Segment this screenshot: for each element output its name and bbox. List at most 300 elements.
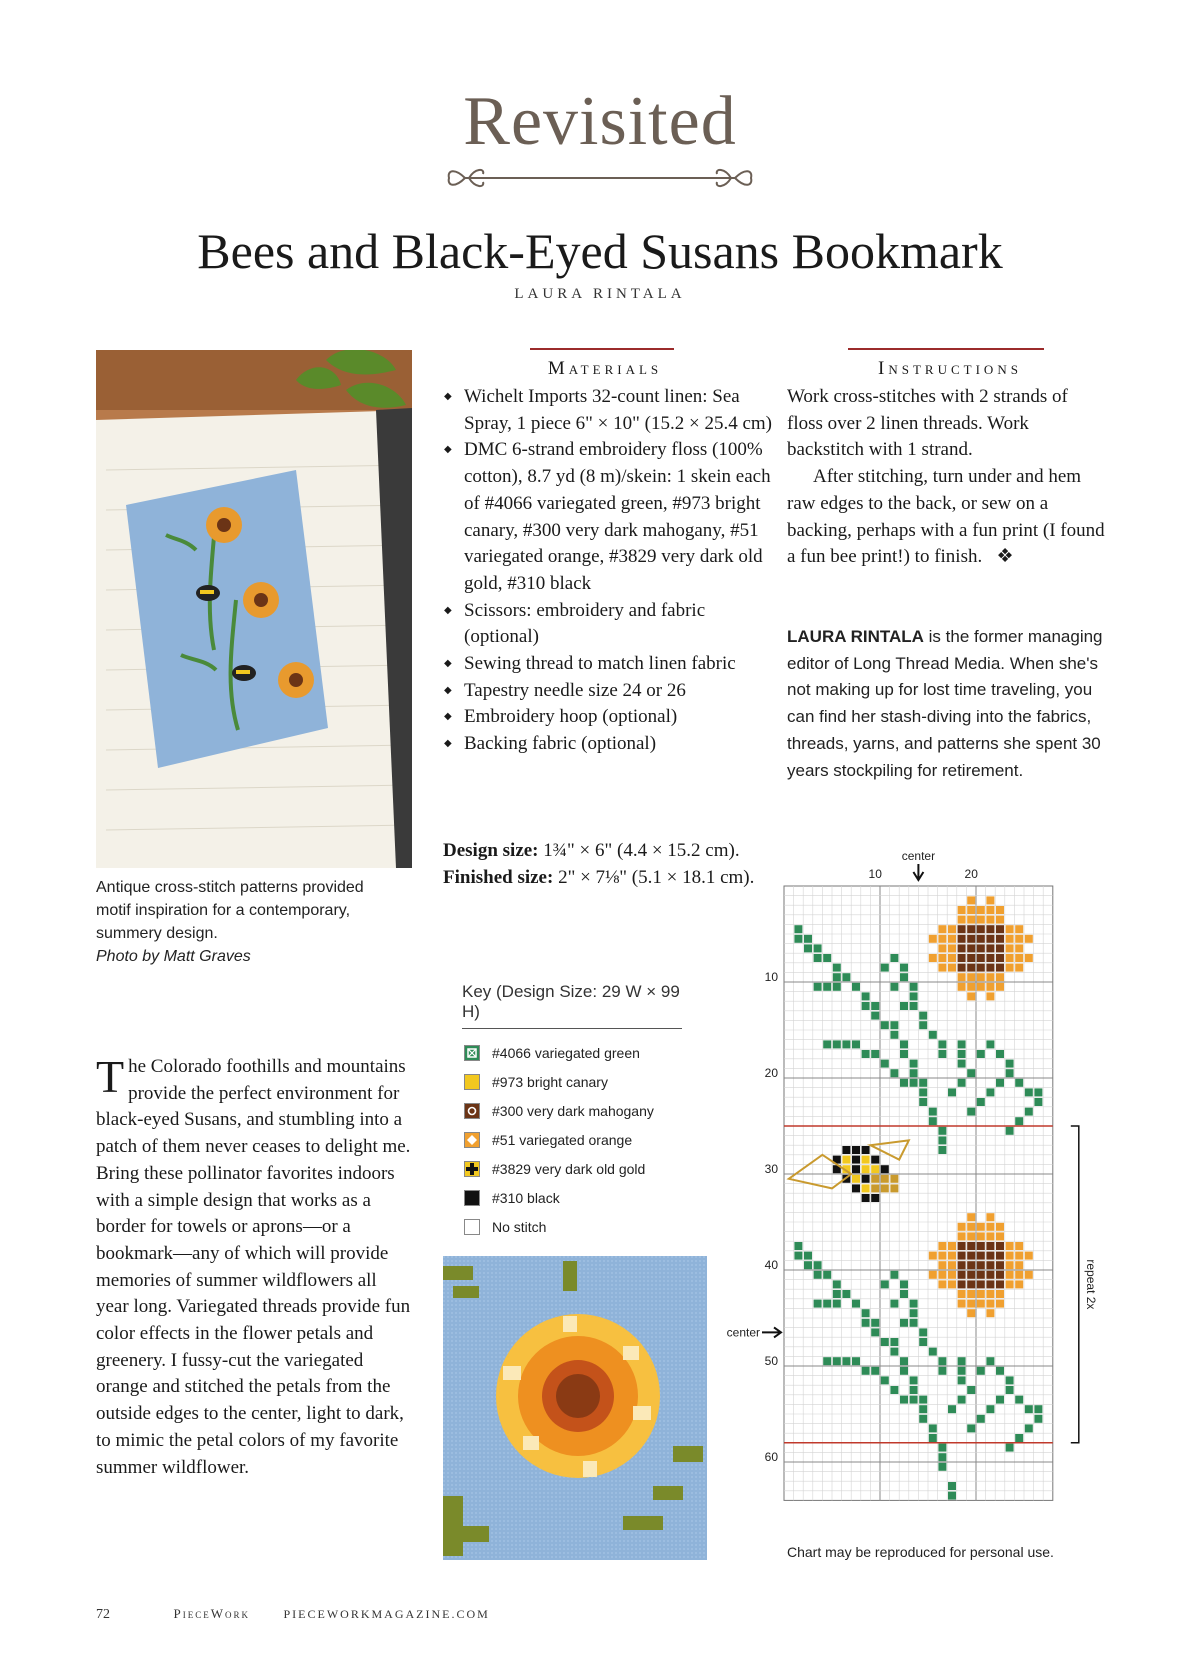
flower-center-stitch <box>967 1280 975 1288</box>
key-swatch-icon <box>464 1045 480 1061</box>
petal-stitch <box>948 964 956 972</box>
key-item <box>462 1126 682 1155</box>
petal-stitch <box>986 1223 994 1231</box>
petal-stitch <box>977 1300 985 1308</box>
stem-stitch <box>929 1031 937 1039</box>
stem-stitch <box>910 1386 918 1394</box>
bee-stitch <box>852 1156 860 1164</box>
flower-center-stitch <box>967 964 975 972</box>
petal-stitch <box>967 992 975 1000</box>
petal-stitch <box>967 1290 975 1298</box>
stem-stitch <box>900 1319 908 1327</box>
stem-stitch <box>862 1002 870 1010</box>
stem-stitch <box>862 992 870 1000</box>
petal-stitch <box>967 983 975 991</box>
stem-stitch <box>1034 1088 1042 1096</box>
design-size-value: 1¾" × 6" (4.4 × 15.2 cm). <box>543 840 740 861</box>
stem-stitch <box>833 973 841 981</box>
flower-center-stitch <box>977 954 985 962</box>
bee-stitch <box>862 1194 870 1202</box>
petal-stitch <box>948 1261 956 1269</box>
flower-center-stitch <box>977 1271 985 1279</box>
bee-stitch <box>862 1156 870 1164</box>
petal-stitch <box>948 1271 956 1279</box>
petal-stitch <box>977 973 985 981</box>
flower-center-stitch <box>996 1261 1004 1269</box>
stem-stitch <box>967 1069 975 1077</box>
petal-stitch <box>1015 1242 1023 1250</box>
stem-stitch <box>1006 1060 1014 1068</box>
petal-stitch <box>1006 944 1014 952</box>
stem-stitch <box>919 1415 927 1423</box>
petal-stitch <box>986 973 994 981</box>
key-label: #310 black <box>492 1190 560 1206</box>
bee-stitch <box>842 1156 850 1164</box>
key-title: Key (Design Size: 29 W × 99 H) <box>462 982 682 1029</box>
petal-stitch <box>948 1242 956 1250</box>
stem-stitch <box>823 1300 831 1308</box>
stem-stitch <box>1006 1444 1014 1452</box>
instructions-p2: After stitching, turn under and hem raw edges to the back, or sew on a backing, perhaps with a fun print (I found a fun bee print!) to finish. <box>787 466 1105 568</box>
petal-stitch <box>1015 1252 1023 1260</box>
flower-center-stitch <box>977 1261 985 1269</box>
stem-stitch <box>910 1309 918 1317</box>
stem-stitch <box>977 1367 985 1375</box>
stem-stitch <box>833 1300 841 1308</box>
materials-item: ◆ Embroidery hoop (optional) <box>443 704 773 731</box>
side-center-label: center <box>726 1325 760 1340</box>
page-number: 72 <box>96 1607 110 1622</box>
chart-key <box>462 982 682 1242</box>
intro-text: he Colorado foothills and mountains provide the perfect environment for black-eyed Susans, and stumbling into a patch of them never ceases to delight me. Bring these pollinator favorites indoors with a simple design that works as a border for towels or aprons—or a bookmark—any of which will provide memories of summer wildflowers all year long. Variegated threads provide fun color effects in the flower petals and greenery. I fussy-cut the variegated orange and stitched the petals from the outside edges to the center, light to dark, to mimic the petal colors of my favorite summer wildflower. <box>96 1056 411 1478</box>
petal-stitch <box>958 916 966 924</box>
stem-stitch <box>890 983 898 991</box>
petal-stitch <box>977 1232 985 1240</box>
stem-stitch <box>900 973 908 981</box>
flower-center-stitch <box>958 954 966 962</box>
stem-stitch <box>871 1367 879 1375</box>
petal-stitch <box>948 954 956 962</box>
petal-stitch <box>958 906 966 914</box>
materials-item: ◆ Wichelt Imports 32-count linen: Sea Spray, 1 piece 6" × 10" (15.2 × 25.4 cm) <box>443 384 773 437</box>
magazine-url: PIECEWORKMAGAZINE.COM <box>283 1607 490 1621</box>
petal-stitch <box>986 983 994 991</box>
stem-stitch <box>967 1424 975 1432</box>
stem-stitch <box>1025 1424 1033 1432</box>
stem-stitch <box>977 1415 985 1423</box>
stem-stitch <box>900 1002 908 1010</box>
stem-stitch <box>938 1453 946 1461</box>
top-center-label: center <box>901 849 936 863</box>
petal-stitch <box>986 1309 994 1317</box>
stem-stitch <box>1025 1108 1033 1116</box>
stem-stitch <box>833 1280 841 1288</box>
petal-stitch <box>1006 1252 1014 1260</box>
stem-stitch <box>852 983 860 991</box>
petal-stitch <box>938 954 946 962</box>
stem-stitch <box>852 1300 860 1308</box>
stem-stitch <box>938 1444 946 1452</box>
bee-stitch <box>881 1184 889 1192</box>
materials-rule <box>530 348 674 350</box>
stem-stitch <box>900 1050 908 1058</box>
flower-center-stitch <box>986 1271 994 1279</box>
key-swatch-icon <box>464 1103 480 1119</box>
flower-center-stitch <box>967 1252 975 1260</box>
flower-center-stitch <box>967 925 975 933</box>
key-item <box>462 1213 682 1242</box>
stem-stitch <box>919 1328 927 1336</box>
petal-stitch <box>986 896 994 904</box>
flower-center-stitch <box>958 944 966 952</box>
stem-stitch <box>996 1079 1004 1087</box>
stem-stitch <box>890 1021 898 1029</box>
flower-center-stitch <box>958 1252 966 1260</box>
stem-stitch <box>1015 1434 1023 1442</box>
stem-stitch <box>890 1386 898 1394</box>
materials-heading: Materials <box>547 358 663 379</box>
flower-center-stitch <box>996 1242 1004 1250</box>
petal-stitch <box>1006 1271 1014 1279</box>
stem-stitch <box>890 1300 898 1308</box>
stem-stitch <box>919 1088 927 1096</box>
stem-stitch <box>948 1492 956 1500</box>
stem-stitch <box>823 1357 831 1365</box>
stem-stitch <box>986 1088 994 1096</box>
flower-center-stitch <box>986 1261 994 1269</box>
flower-center-stitch <box>967 1271 975 1279</box>
petal-stitch <box>1006 935 1014 943</box>
stem-stitch <box>938 1050 946 1058</box>
petal-stitch <box>958 1223 966 1231</box>
key-swatch-icon <box>464 1219 480 1235</box>
stem-stitch <box>881 1280 889 1288</box>
flower-center-stitch <box>986 925 994 933</box>
stem-stitch <box>910 992 918 1000</box>
petal-stitch <box>967 896 975 904</box>
petal-stitch <box>986 1300 994 1308</box>
stem-stitch <box>890 1348 898 1356</box>
chart-note: Chart may be reproduced for personal use. <box>787 1544 1054 1560</box>
key-item <box>462 1184 682 1213</box>
stem-stitch <box>977 1098 985 1106</box>
bee-stitch <box>862 1146 870 1154</box>
stem-stitch <box>823 1040 831 1048</box>
stem-stitch <box>814 1271 822 1279</box>
key-item <box>462 1097 682 1126</box>
flower-center-stitch <box>977 1242 985 1250</box>
stem-stitch <box>900 1357 908 1365</box>
flower-center-stitch <box>986 1280 994 1288</box>
petal-stitch <box>1025 1271 1033 1279</box>
stem-stitch <box>938 1463 946 1471</box>
stem-stitch <box>967 1386 975 1394</box>
flower-center-stitch <box>958 935 966 943</box>
stem-stitch <box>900 1396 908 1404</box>
petal-stitch <box>958 983 966 991</box>
petal-stitch <box>986 1232 994 1240</box>
photo-credit: Photo by Matt Graves <box>96 948 251 965</box>
drop-cap: T <box>96 1051 125 1102</box>
stem-stitch <box>958 1060 966 1068</box>
flower-center-stitch <box>958 925 966 933</box>
bee-stitch <box>862 1165 870 1173</box>
petal-stitch <box>948 925 956 933</box>
materials-list <box>443 384 773 758</box>
petal-stitch <box>1006 1242 1014 1250</box>
flower-center-stitch <box>958 1242 966 1250</box>
petal-stitch <box>1015 944 1023 952</box>
petal-stitch <box>958 1232 966 1240</box>
stem-stitch <box>881 964 889 972</box>
petal-stitch <box>1006 964 1014 972</box>
author-byline: LAURA RINTALA <box>514 286 686 302</box>
finished-size-value: 2" × 7⅛" (5.1 × 18.1 cm). <box>558 866 755 888</box>
stem-stitch <box>938 1367 946 1375</box>
stem-stitch <box>900 1280 908 1288</box>
key-label: #300 very dark mahogany <box>492 1103 654 1119</box>
stem-stitch <box>900 1079 908 1087</box>
caption-text: Antique cross-stitch patterns provided motif inspiration for a contemporary, summery design. <box>96 879 364 942</box>
stem-stitch <box>919 1338 927 1346</box>
key-swatch-icon <box>464 1190 480 1206</box>
petal-stitch <box>938 1271 946 1279</box>
flower-center-stitch <box>958 1271 966 1279</box>
stem-stitch <box>890 1031 898 1039</box>
stem-stitch <box>910 1079 918 1087</box>
key-item <box>462 1039 682 1068</box>
instructions-rule <box>848 348 1044 350</box>
petal-stitch <box>977 1290 985 1298</box>
petal-stitch <box>1006 1280 1014 1288</box>
stem-stitch <box>996 1050 1004 1058</box>
petal-stitch <box>938 944 946 952</box>
row-number-label: 20 <box>764 1066 778 1081</box>
stem-stitch <box>814 1261 822 1269</box>
flower-center-stitch <box>996 964 1004 972</box>
row-number-label: 40 <box>764 1258 778 1273</box>
stem-stitch <box>929 1117 937 1125</box>
stem-stitch <box>823 983 831 991</box>
instructions-paragraph: Work cross-stitches with 2 strands of floss over 2 linen threads. Work backstitch with 1 strand. <box>787 386 1068 461</box>
stem-stitch <box>986 1357 994 1365</box>
petal-stitch <box>986 1213 994 1221</box>
petal-stitch <box>996 1223 1004 1231</box>
stem-stitch <box>910 1319 918 1327</box>
flower-center-stitch <box>958 1261 966 1269</box>
stem-stitch <box>871 1012 879 1020</box>
petal-stitch <box>967 1213 975 1221</box>
stem-stitch <box>833 1290 841 1298</box>
article-title: Bees and Black-Eyed Susans Bookmark <box>197 223 1003 279</box>
petal-stitch <box>1025 935 1033 943</box>
stem-stitch <box>919 1405 927 1413</box>
flower-center-stitch <box>958 964 966 972</box>
petal-stitch <box>996 916 1004 924</box>
stem-stitch <box>910 1069 918 1077</box>
petal-stitch <box>977 983 985 991</box>
stem-stitch <box>842 1290 850 1298</box>
flower-center-stitch <box>977 944 985 952</box>
stem-stitch <box>958 1367 966 1375</box>
stem-stitch <box>833 1357 841 1365</box>
flower-center-stitch <box>986 964 994 972</box>
flower-center-stitch <box>977 935 985 943</box>
instructions-heading: Instructions <box>878 358 1022 379</box>
photo-caption <box>96 876 396 968</box>
petal-stitch <box>958 973 966 981</box>
stem-stitch <box>919 1021 927 1029</box>
flower-center-stitch <box>996 935 1004 943</box>
size-info <box>443 838 763 891</box>
petal-stitch <box>1015 925 1023 933</box>
stem-stitch <box>938 1136 946 1144</box>
petal-stitch <box>1015 1280 1023 1288</box>
bee-stitch <box>871 1184 879 1192</box>
stem-stitch <box>814 983 822 991</box>
petal-stitch <box>958 1290 966 1298</box>
stem-stitch <box>967 1108 975 1116</box>
petal-stitch <box>996 1290 1004 1298</box>
stem-stitch <box>842 1357 850 1365</box>
stem-stitch <box>794 935 802 943</box>
stem-stitch <box>862 1367 870 1375</box>
instructions-text <box>787 384 1107 571</box>
row-number-label: 30 <box>764 1162 778 1177</box>
bio-text: is the former managing editor of Long Thread Media. When she's not making up for lost time traveling, you can find her stash-diving into the fabrics, threads, yarns, and patterns she spent 30 years stockpiling for retirement. <box>787 627 1103 780</box>
stem-stitch <box>862 1050 870 1058</box>
stem-stitch <box>833 1040 841 1048</box>
stem-stitch <box>1015 1117 1023 1125</box>
center-arrow-icon <box>913 864 923 880</box>
key-item <box>462 1155 682 1184</box>
petal-stitch <box>967 1309 975 1317</box>
stem-stitch <box>919 1098 927 1106</box>
stem-stitch <box>910 1376 918 1384</box>
flower-center-stitch <box>996 954 1004 962</box>
petal-stitch <box>938 1252 946 1260</box>
cross-stitch-chart <box>718 848 1098 1568</box>
stem-stitch <box>833 964 841 972</box>
stem-stitch <box>852 1357 860 1365</box>
flower-center-stitch <box>996 1271 1004 1279</box>
flower-center-stitch <box>996 1280 1004 1288</box>
flower-center-stitch <box>996 1252 1004 1260</box>
stem-stitch <box>1034 1405 1042 1413</box>
stem-stitch <box>794 1242 802 1250</box>
petal-stitch <box>967 1223 975 1231</box>
stem-stitch <box>900 1040 908 1048</box>
flower-center-stitch <box>958 1280 966 1288</box>
stem-stitch <box>814 954 822 962</box>
stem-stitch <box>900 964 908 972</box>
petal-stitch <box>996 906 1004 914</box>
stem-stitch <box>871 1328 879 1336</box>
flower-center-stitch <box>977 1280 985 1288</box>
petal-stitch <box>996 973 1004 981</box>
petal-stitch <box>948 1280 956 1288</box>
stem-stitch <box>890 1271 898 1279</box>
stem-stitch <box>919 1079 927 1087</box>
petal-stitch <box>938 1280 946 1288</box>
row-number-label: 60 <box>764 1450 778 1465</box>
flower-center-stitch <box>986 1242 994 1250</box>
bee-stitch <box>871 1194 879 1202</box>
stem-stitch <box>929 1434 937 1442</box>
flower-center-stitch <box>967 1242 975 1250</box>
bee-stitch <box>852 1146 860 1154</box>
petal-stitch <box>1006 954 1014 962</box>
intro-paragraph <box>96 1051 414 1481</box>
bee-stitch <box>890 1184 898 1192</box>
petal-stitch <box>929 935 937 943</box>
stem-stitch <box>996 1396 1004 1404</box>
repeat-bracket <box>1071 1126 1079 1443</box>
stem-stitch <box>948 1482 956 1490</box>
petal-stitch <box>986 1290 994 1298</box>
flower-center-stitch <box>986 935 994 943</box>
stem-stitch <box>852 1040 860 1048</box>
stem-stitch <box>919 1396 927 1404</box>
petal-stitch <box>996 1232 1004 1240</box>
key-label: #973 bright canary <box>492 1074 608 1090</box>
bee-stitch <box>852 1184 860 1192</box>
stem-stitch <box>986 1040 994 1048</box>
bee-stitch <box>881 1175 889 1183</box>
flower-center-stitch <box>996 925 1004 933</box>
stem-stitch <box>1015 1396 1023 1404</box>
bee-stitch <box>862 1175 870 1183</box>
stem-stitch <box>938 1127 946 1135</box>
key-swatch-icon <box>464 1132 480 1148</box>
petal-stitch <box>1025 954 1033 962</box>
stem-stitch <box>871 1002 879 1010</box>
stem-stitch <box>890 1338 898 1346</box>
magazine-name: PieceWork <box>173 1606 250 1621</box>
stem-stitch <box>871 1050 879 1058</box>
column-number-label: 10 <box>868 867 882 881</box>
flower-center-stitch <box>967 1261 975 1269</box>
stem-stitch <box>842 1040 850 1048</box>
stem-stitch <box>794 925 802 933</box>
design-size-label: Design size: <box>443 840 539 861</box>
petal-stitch <box>996 1300 1004 1308</box>
stem-stitch <box>977 1050 985 1058</box>
flower-center-stitch <box>977 1252 985 1260</box>
petal-stitch <box>986 992 994 1000</box>
stem-stitch <box>929 1108 937 1116</box>
stem-stitch <box>910 1060 918 1068</box>
flower-center-stitch <box>967 944 975 952</box>
stem-stitch <box>929 1424 937 1432</box>
bee-stitch <box>871 1165 879 1173</box>
bee-stitch <box>871 1156 879 1164</box>
stem-stitch <box>881 1338 889 1346</box>
petal-stitch <box>967 1232 975 1240</box>
stem-stitch <box>900 1367 908 1375</box>
stem-stitch <box>1015 1079 1023 1087</box>
stem-stitch <box>1025 1088 1033 1096</box>
materials-item: ◆ Tapestry needle size 24 or 26 <box>443 678 773 705</box>
column-number-label: 20 <box>964 867 978 881</box>
stem-stitch <box>804 1261 812 1269</box>
materials-item: ◆ Backing fabric (optional) <box>443 731 773 758</box>
key-label: #51 variegated orange <box>492 1132 633 1148</box>
petal-stitch <box>986 906 994 914</box>
stem-stitch <box>910 1396 918 1404</box>
finished-size-label: Finished size: <box>443 866 554 888</box>
flower-center-stitch <box>967 935 975 943</box>
